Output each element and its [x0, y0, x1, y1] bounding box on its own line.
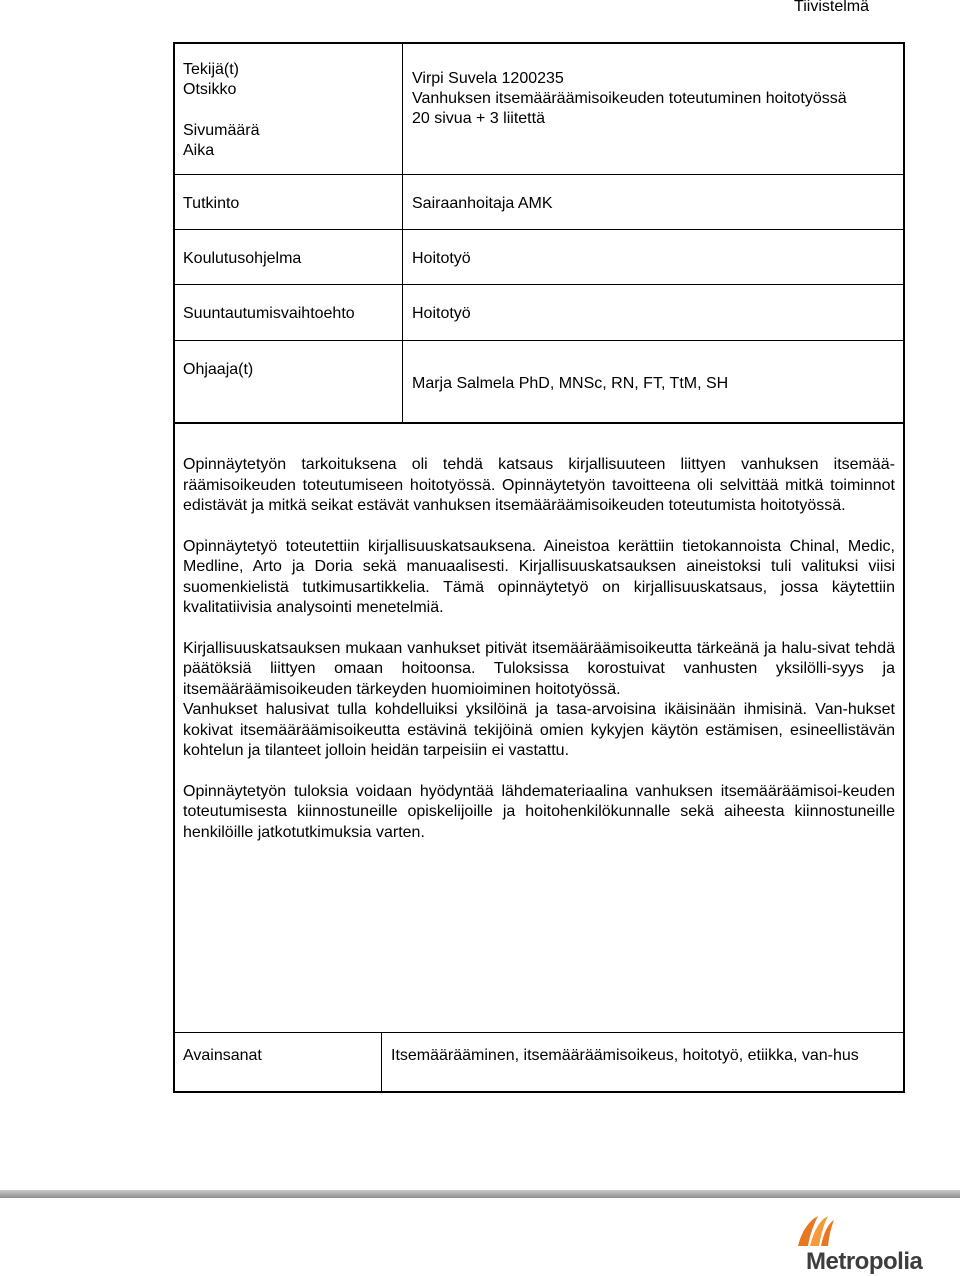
label-supervisor: Ohjaaja(t) [183, 361, 254, 378]
row-supervisor [175, 341, 903, 424]
keywords-value: Itsemäärääminen, itsemääräämisoikeus, hoitotyö, etiikka, van-hus [391, 1047, 859, 1064]
abstract-paragraph: Vanhukset halusivat tulla kohdelluiksi yksilöinä ja tasa-arvoisina ikäisinään ihmisinä. Van-hukset kokivat itsemääräämisoikeutta estävinä tekijöinä omien kykyjen käytön estämisen, esineellistävän kohtelun ja tilanteet jolloin heidän tarpeisiin ei vastattu. [183, 701, 895, 759]
label-programme: Koulutusohjelma [183, 250, 302, 267]
value-pages: 20 sivua + 3 liitettä [412, 110, 545, 127]
label-pages: Sivumäärä [183, 122, 260, 139]
metropolia-logo [788, 1210, 938, 1274]
label-time: Aika [183, 142, 215, 159]
abstract-paragraph: Kirjallisuuskatsauksen mukaan vanhukset pitivät itsemääräämisoikeutta tärkeänä ja halu-sivat tehdä päätöksiä liittyen omaan hoitoonsa. Tuloksissa korostuivat vanhusten yksilölli-syys ja itsemääräämisoikeuden tärkeyden huomioiminen hoitotyössä. [183, 639, 895, 698]
row-specialisation [175, 285, 903, 341]
value-supervisor: Marja Salmela PhD, MNSc, RN, FT, TtM, SH [412, 375, 729, 392]
keywords-label: Avainsanat [183, 1047, 262, 1064]
value-specialisation: Hoitotyö [412, 305, 471, 322]
keywords-row [175, 1032, 903, 1092]
value-title: Vanhuksen itsemääräämisoikeuden toteutuminen hoitotyössä [412, 90, 847, 107]
label-author: Tekijä(t) [183, 61, 240, 78]
label-specialisation: Suuntautumisvaihtoehto [183, 305, 355, 322]
keywords-divider [381, 1033, 382, 1092]
label-degree: Tutkinto [183, 195, 240, 212]
abstract-paragraph: Opinnäytetyön tuloksia voidaan hyödyntää lähdemateriaalina vanhuksen itsemääräämisoi-keuden toteutumisesta kiinnostuneille opiskelijoille ja hoitohenkilökunnalle sekä aiheesta kiinnostuneille henkilöille jatkotutkimuksia varten. [183, 782, 895, 841]
metropolia-wordmark: Metropolia [806, 1248, 923, 1275]
row-author-title [175, 44, 903, 175]
abstract-paragraph: Opinnäytetyö toteutettiin kirjallisuuskatsauksena. Aineistoa kerättiin tietokannoista Chinal, Medic, Medline, Arto ja Doria sekä manuaalisesti. Kirjallisuuskatsauksen aineistoksi tuli valituksi viisi suomenkielistä tutkimusartikkelia. Tämä opinnäytetyö on kirjallisuuskatsaus, jossa käytettiin kvalitatiivisia analysointi menetelmiä. [183, 537, 895, 616]
row-degree [175, 175, 903, 230]
label-title: Otsikko [183, 81, 237, 98]
metropolia-flame-icon [788, 1210, 938, 1250]
abstract-text [183, 455, 895, 863]
page-header-title: Tiivistelmä [794, 0, 869, 15]
value-author: Virpi Suvela 1200235 [412, 70, 564, 87]
abstract-form [173, 42, 905, 1093]
value-programme: Hoitotyö [412, 250, 471, 267]
abstract-paragraph: Opinnäytetyön tarkoituksena oli tehdä katsaus kirjallisuuteen liittyen vanhuksen itsemää-räämisoikeuden toteutumiseen hoitotyössä. Opinnäytetyön tavoitteena oli selvittää mitkä toiminnot edistävät ja mitkä seikat estävät vanhuksen itsemääräämisoikeuden toteutumista hoitotyössä. [183, 456, 895, 514]
footer-bar [0, 1190, 960, 1198]
row-programme [175, 230, 903, 285]
value-degree: Sairaanhoitaja AMK [412, 195, 553, 212]
